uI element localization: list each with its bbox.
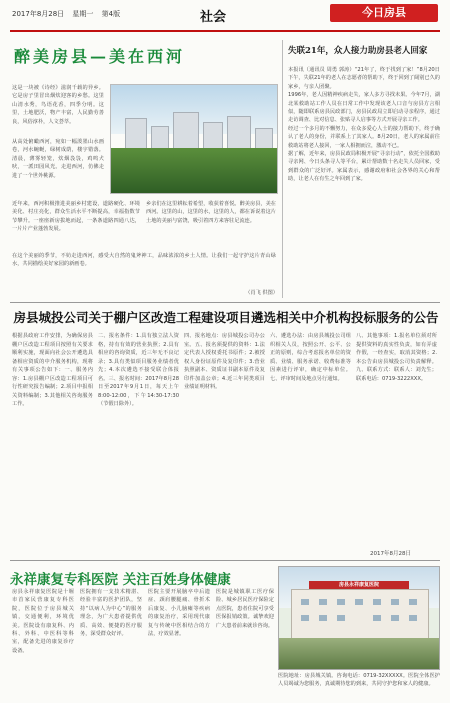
ad-paragraph: 医院是城镇职工医疗保险、城乡居民医疗保险定点医院，患者住院可享受医保报销政策。诚挚欢迎广大患者前来就诊咨询。 (216, 589, 274, 629)
masthead-logo: 今日房县 (330, 4, 438, 22)
header-divider (10, 30, 440, 32)
column-divider (282, 40, 283, 298)
feature-paragraph: 在这个美丽的季节，不妨走进西河，感受大自然的鬼斧神工，品味浓浓的乡土人情。让我们一起守护这片青山绿水，共同描绘美好家园的新画卷。 (12, 253, 276, 268)
section-divider (10, 560, 440, 561)
feature-title: 醉美房县—美在西河 (14, 47, 186, 66)
feature-paragraph: 从高处俯瞰西河，宛如一幅泼墨山水画卷，河水蜿蜒，绿树成荫，楼宇错落。清晨，薄雾轻笼，炊烟袅袅，鸡鸣犬吠，一派田园风光。走进西河，仿佛走进了一个世外桃源。 (12, 139, 104, 179)
feature-paragraph: 乡亲们在这里耕耘着希望，收获着喜悦。醉美房县，美在西河。这里的山，这里的水，这里的人，都在诉说着这片土地的美丽与富饶，吸引着四方来客驻足流连。 (146, 201, 276, 224)
hospital-advertisement (10, 566, 440, 696)
feature-photo (110, 84, 278, 194)
section-title: 社会 (200, 10, 227, 25)
announcement-date: 2017年8月28日 (370, 551, 411, 557)
ad-title: 永祥康复专科医院 关注百姓身体健康 (10, 572, 231, 588)
date-line (12, 9, 126, 19)
section-divider (10, 302, 440, 303)
news-body (288, 66, 440, 184)
ad-contact: 医院地址：房县城关镇。咨询电话：0719-32XXXXX。医院全体医护人员竭诚为您服务，真诚期待您的到来，共同守护您和家人的健康。 (278, 673, 440, 688)
issue-date: 2017年8月28日 (12, 10, 65, 18)
announcement-column: 八、其他事项：1.报名单位须对所提供资料的真实性负责，如有弄虚作假，一经查实，取消其资格；2.本公告由房县城投公司负责解释。九、联系方式：联系人：刘先生；联系电话：0719-3222XXX。 (356, 333, 437, 382)
announcement-column: 根据县政府工作安排，为确保房县棚户区改造工程项目按照有关要求顺利实施，现面向社会公开遴选具备相应资质的中介服务机构，现将有关事项公告如下：一、服务内容：1.房县棚户区改造工程项目可行性研究报告编制；2.项目申报相关资料编制；3.其他相关咨询服务工作。 (12, 333, 93, 407)
announcement-column: 二、报名条件：1.具有独立法人资格，持有有效的营业执照；2.具有相应的咨询资质，近三年无不良记录；3.具有类似项目服务业绩者优先；4.本次遴选不接受联合体报名。三、报名时间：2017年8月28日至2017年9月1日，每天上午8:00-12:00，下午14:30-17:30（节假日除外）。 (98, 333, 179, 407)
feature-paragraph: 这是一块被《诗经》滋润千载的异乡。它是房子里冒出烟炊迎客的乡愁。这里山清水秀，鸟语花香，四季分明。这里，土地肥沃，物产丰富，人民勤劳善良，风俗淳朴，人文荟萃。 (12, 85, 104, 125)
issue-weekday: 星期一 (72, 10, 94, 18)
news-paragraph: 1996年，老人因精神疾病走失，家人多方寻找未果。今年7月，湖北某救助站工作人员在日常工作中发现该老人口音与房县方言相似，随即联系房县民政部门，房县民政局立即启动寻亲程序，通过走访调查、比对信息、张贴寻人启事等方式开展寻亲工作。 (288, 92, 440, 124)
ad-paragraph: 医院拥有一支技术精湛、经验丰富的医护团队，坚持“以病人为中心”的服务理念，为广大患者提供优质、高效、便捷的医疗服务，深受群众好评。 (80, 589, 142, 638)
hospital-photo (278, 566, 440, 670)
feature-paragraph: 近年来，西河积极推进美丽乡村建设，道路硬化、环境美化、村庄亮化，群众生活水平不断提高，幸福指数节节攀升。一座座新房拔地而起，一条条道路四通八达，一片片产业蓬勃发展。 (12, 201, 140, 233)
ad-paragraph: 房县永祥康复医院是十堰市首家民营康复专科医院，医院位于房县城关镇，交通便利，环境优美。医院设有康复科、内科、外科、中医科等科室，配备先进的康复诊疗设备。 (12, 589, 74, 654)
feature-author: （肖飞 供图） (245, 290, 278, 296)
announcement-column: 四、报名地点：房县城投公司办公室。五、报名须提供的资料：1.法定代表人授权委托书原件；2.被授权人身份证原件及复印件；3.营业执照副本、资质证书副本原件及复印件加盖公章；4.近三年同类项目业绩证明材料。 (184, 333, 265, 390)
hospital-sign: 房县永祥康复医院 (309, 581, 409, 589)
page-header (0, 0, 450, 36)
news-paragraph: 经过一个多月的不懈努力，在众多爱心人士的接力帮助下，终于确认了老人的身份，并联系上了其家人。8月20日，老人的家属前往救助站将老人接回，一家人相拥而泣，激动不已。 (288, 125, 440, 149)
ad-paragraph: 医院主要开展脑卒中后遗症、颈肩腰腿痛、骨折术后康复、小儿脑瘫等疾病的康复治疗，采用现代康复与传统中医相结合的方法，疗效显著。 (148, 589, 210, 638)
announcement-title: 房县城投公司关于棚户区改造工程建设项目遴选相关中介机构投标服务的公告 (13, 310, 439, 325)
page-number: 第4版 (101, 10, 121, 18)
news-paragraph: 本报讯（通讯员 周勇 郭涛）“21年了，终于找到了家！”8月20日下午，失联21年的老人在志愿者的帮助下，终于回到了阔别已久的家乡，与亲人团聚。 (288, 67, 440, 90)
news-title: 失联21年，众人接力助房县老人回家 (288, 46, 428, 56)
announcement-column: 六、遴选办法：由房县城投公司组织相关人员，按照公开、公平、公正的原则，综合考虑报名单位的资质、业绩、服务承诺、收费标准等因素进行评审，确定中标单位。七、评审时间及地点另行通知。 (270, 333, 351, 382)
news-paragraph: 据了解，近年来，房县民政局积极开展“寻亲行动”，依托全国救助寻亲网、今日头条寻人等平台，累计帮助数十名走失人员回家，受到群众的广泛好评。家属表示，感谢政府和社会各界的关心和帮助，让老人在有生之年回到了家。 (288, 151, 440, 183)
